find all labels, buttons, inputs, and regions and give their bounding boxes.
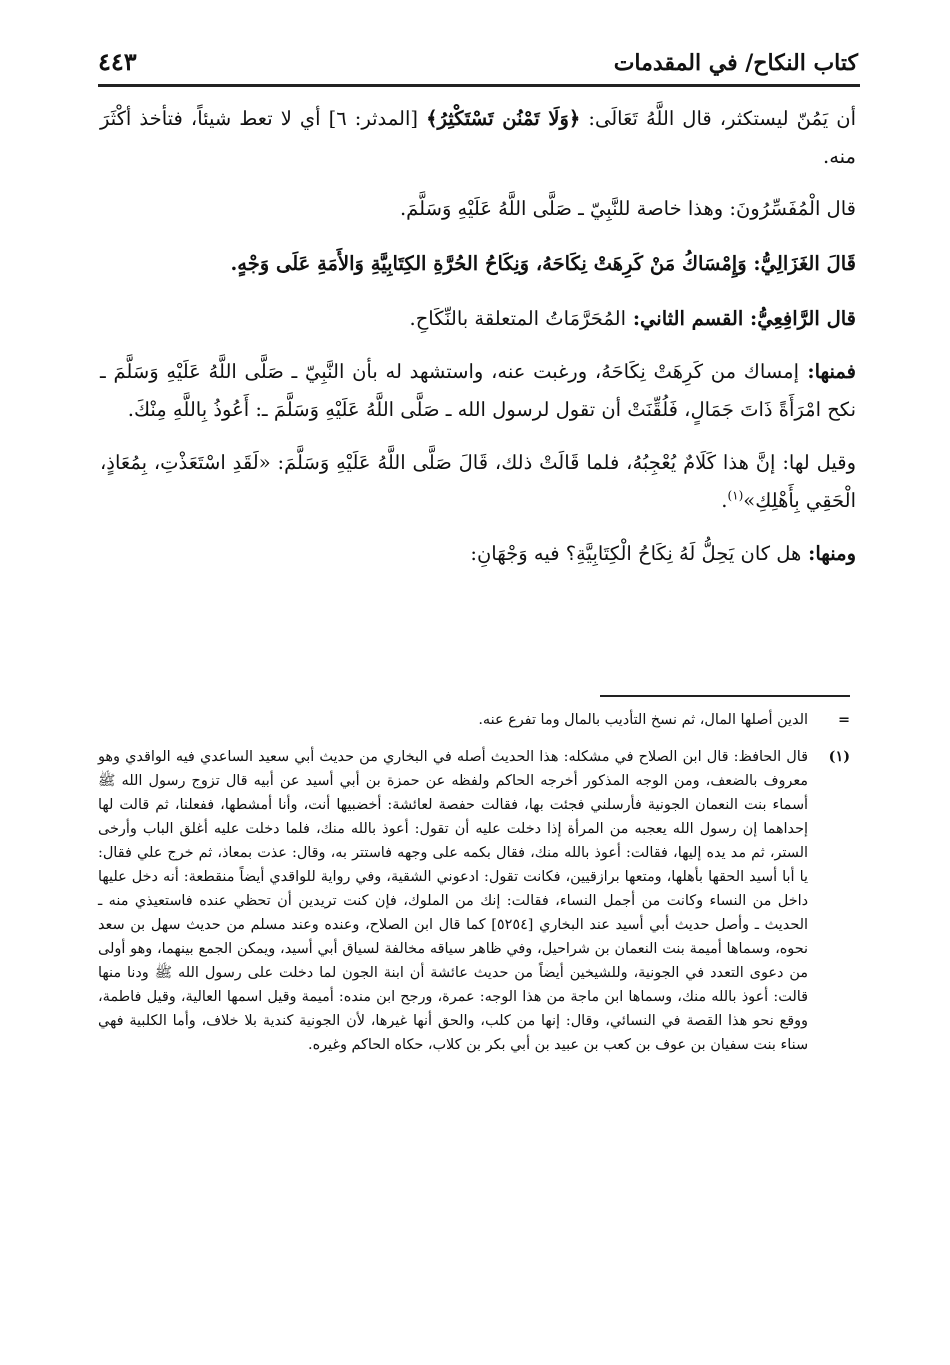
header-rule	[98, 84, 860, 87]
main-text	[100, 100, 856, 573]
quran-verse: ﴿وَلَا تَمْنُن تَسْتَكْثِرُ﴾	[426, 107, 581, 130]
chapter-title: كتاب النكاح/ في المقدمات	[613, 50, 858, 76]
footnote-mark: =	[837, 711, 850, 728]
section-label: قال الرَّافِعِيُّ: القسم الثاني:	[626, 307, 856, 330]
page-number: ٤٤٣	[98, 47, 137, 76]
paragraph-first-item	[100, 353, 856, 429]
paragraph-mufassirun	[100, 190, 856, 228]
text-span: .	[721, 489, 728, 512]
footnote-text: الدين أصلها المال، ثم نسخ التأديب بالمال وما تفرع عنه.	[478, 712, 808, 728]
text-span: هل كان يَحِلُّ لَهُ نِكَاحُ الْكِتَابِيَّةِ؟ فيه وَجْهَانِ:	[470, 542, 802, 565]
item-label: فمنها:	[799, 360, 856, 383]
footnote-mark: (١)	[828, 748, 850, 765]
matn-text: قَالَ الغَزَالِيُّ: وَإِمْسَاكُ مَنْ كَرِهَتْ نِكَاحَهُ، وَنِكَاحُ الحُرَّةِ الكِتَابِيَّةِ وَالأَمَةِ عَلَى وَجْهٍ.	[230, 252, 856, 275]
footnotes	[98, 708, 850, 1057]
paragraph-ghazali	[100, 245, 856, 283]
paragraph-opening	[100, 100, 856, 176]
running-header	[98, 40, 858, 76]
paragraph-rafii	[100, 300, 856, 338]
footnote-continuation	[98, 708, 850, 732]
footnote-text: قال الحافظ: قال ابن الصلاح في مشكله: هذا الحديث أصله في البخاري من حديث أبي سعيد الساعدي فيه الواقدي وهو معروف بالضعف، ومن الوجه المذكور أخرجه الحاكم ولفظه عن حمزة بن أبي أسيد عن أبيه قال تزوج رسول الله ﷺ أسماء بنت النعمان الجونية فأرسلني فجئت بها، فقالت حفصة لعائشة: أخضبيها أنت، وأنا أمشطها، ففعلنا، ثم قالت لها إحداهما إن رسول الله يعجبه من المرأة إذا دخلت عليه أن تقول: أعوذ بالله منك، فلما دخلت عليه أغلق الباب وأرخى الستر، ثم مد يده إليها، فقالت: أعوذ بالله منك، فقال بكمه على وجهه فاستتر به، وقال: عذت بمعاذ، ثم خرج علي فقال: يا أبا أسيد الحقها بأهلها، ومتعها برازقيين، فكانت تقول: ادعوني الشقية، وفي رواية للواقدي أيضاً منقطعة: أنه دخل عليها داخل من النساء وكانت من أجمل النساء، فقالت: إنك من الملوك، فإن كنت تريدين أن تحظي عنده فاستعيذي منه ـ الحديث ـ وأصل حديث أبي أسيد عند البخاري [٥٢٥٤] كما قال ابن الصلاح، وعنده وعند مسلم من حديث سهل بن سعد نحوه، وسماها أميمة بنت النعمان بن شراحيل، وفي ظاهر سياقه مخالفة لسياق أبي أسيد، ويمكن الجمع بينهما، وهو أولى من دعوى التعدد في الجونية، وللشيخين أيضاً من حديث عائشة أن ابنة الجون لما دخلت على رسول الله ﷺ ودنا منها قالت: أعوذ بالله منك، وسماها ابن ماجة من هذا الوجه: عمرة، ورجح ابن منده: أميمة وقيل اسمها العالية، وقيل فاطمة، ووقع نحو هذا القصة في النسائي، وقال: إنها من كلب، والحق أنها غيرها، لأن الجونية كندية بلا خلاف، وأما الكلبية فهي سناء بنت سفيان بن عوف بن كعب بن عبيد بن أبي بكر بن كلاب، حكاه الحاكم وغيره.	[98, 749, 809, 1053]
text-span: المُحَرَّمَاتُ المتعلقة بالنِّكَاحِ.	[409, 307, 627, 330]
paragraph-quote	[100, 444, 856, 520]
text-span: وقيل لها: إنَّ هذا كَلَامٌ يُعْجِبُهُ، فلما قَالَتْ ذلك، قَالَ صَلَّى اللَّهُ عَلَيْهِ وَسَلَّمَ: «لَقَدِ اسْتَعَذْتِ، بِمُعَاذٍ، الْحَقِي بِأَهْلِكِ»	[100, 451, 856, 512]
paragraph-second-item	[100, 535, 856, 573]
footnote-1	[98, 745, 850, 1057]
footnote-ref[interactable]: (١)	[727, 488, 744, 503]
footnote-separator	[600, 695, 850, 697]
text-span: قال الْمُفَسِّرُونَ: وهذا خاصة للنَّبِيّ ـ صَلَّى اللَّهُ عَلَيْهِ وَسَلَّمَ.	[399, 197, 856, 220]
text-span: أن يَمُنّ ليستكثر، قال اللَّهُ تَعَالَى:	[580, 107, 856, 130]
text-span: [المدثر: ٦] أي لا تعط شيئاً، فتأخذ أكْثَرَ منه.	[100, 107, 856, 168]
text-span: إمساك من كَرِهَتْ نِكَاحَهُ، ورغبت عنه، واستشهد له بأن النَّبِيّ ـ صَلَّى اللَّهُ عَلَيْهِ وَسَلَّمَ ـ نكح امْرَأَةً ذَاتَ جَمَالٍ، فَلُقِّنَتْ أن تقول لرسول الله ـ صَلَّى اللَّهُ عَلَيْهِ وَسَلَّمَ ـ: أَعُوذُ بِاللَّهِ مِنْكَ.	[100, 360, 856, 421]
item-label: ومنها:	[801, 542, 856, 565]
